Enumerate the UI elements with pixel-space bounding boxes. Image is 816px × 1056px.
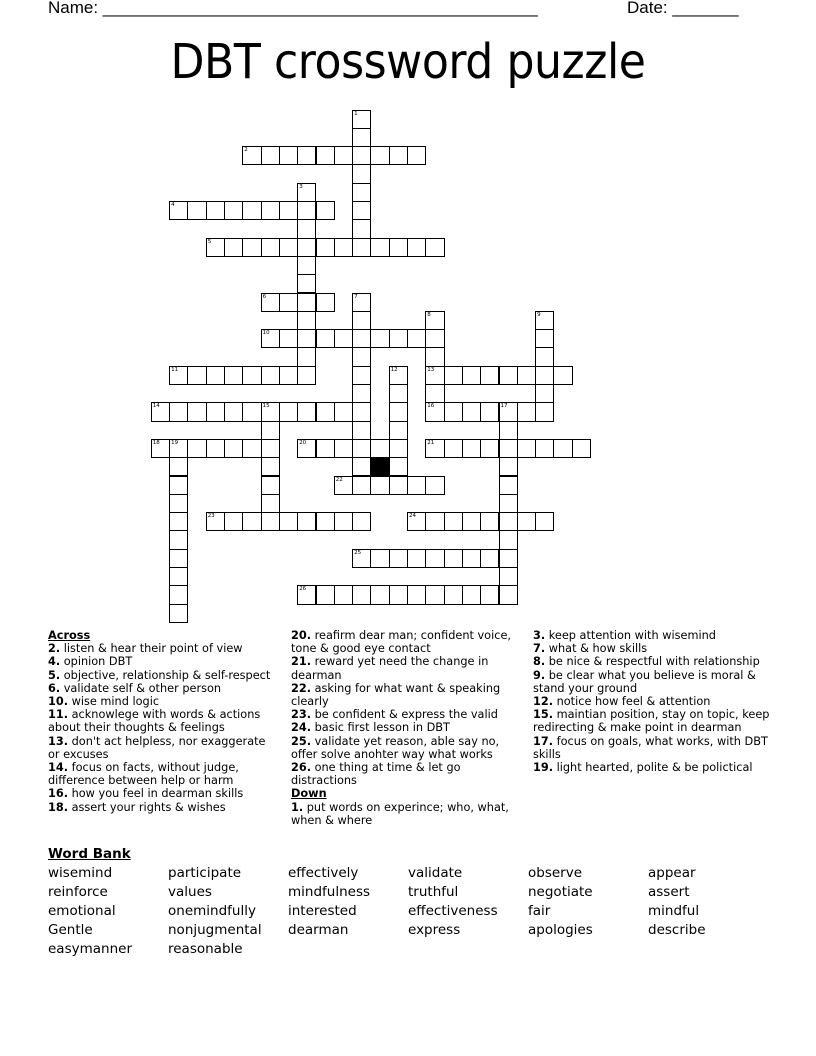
grid-cell[interactable] bbox=[316, 439, 335, 458]
grid-cell[interactable] bbox=[535, 311, 554, 330]
grid-cell[interactable] bbox=[407, 238, 426, 257]
grid-cell[interactable] bbox=[444, 366, 463, 385]
grid-cell[interactable] bbox=[352, 238, 371, 257]
grid-cell[interactable] bbox=[499, 421, 518, 440]
grid-cell[interactable] bbox=[169, 476, 188, 495]
grid-cell[interactable] bbox=[352, 110, 371, 129]
grid-cell[interactable] bbox=[352, 164, 371, 183]
grid-cell[interactable] bbox=[261, 421, 280, 440]
clue-across-26: 26. one thing at time & let go distractions bbox=[291, 761, 461, 788]
grid-cell[interactable] bbox=[462, 402, 481, 421]
grid-cell[interactable] bbox=[224, 512, 243, 531]
grid-cell[interactable] bbox=[169, 585, 188, 604]
word-bank-title: Word Bank bbox=[48, 846, 131, 862]
clue-number: 23 bbox=[207, 513, 215, 520]
grid-cell[interactable] bbox=[352, 457, 371, 476]
grid-cell[interactable] bbox=[499, 512, 518, 531]
clues-column-2 bbox=[291, 629, 521, 827]
grid-cell[interactable] bbox=[297, 439, 316, 458]
grid-cell[interactable] bbox=[261, 146, 280, 165]
grid-cell[interactable] bbox=[389, 366, 408, 385]
grid-cell[interactable] bbox=[572, 439, 591, 458]
grid-cell[interactable] bbox=[334, 476, 353, 495]
clues-column-3 bbox=[533, 629, 773, 774]
clue-across-18: 18. assert your rights & wishes bbox=[48, 800, 226, 814]
grid-cell[interactable] bbox=[297, 585, 316, 604]
grid-cell[interactable] bbox=[407, 329, 426, 348]
grid-cell[interactable] bbox=[169, 494, 188, 513]
clue-number: 4 bbox=[171, 202, 175, 208]
grid-cell[interactable] bbox=[352, 128, 371, 147]
grid-cell[interactable] bbox=[480, 512, 499, 531]
grid-cell[interactable] bbox=[444, 439, 463, 458]
grid-cell[interactable] bbox=[224, 439, 243, 458]
word-bank-item: appear bbox=[648, 865, 696, 881]
grid-cell[interactable] bbox=[334, 439, 353, 458]
grid-cell[interactable] bbox=[389, 421, 408, 440]
grid-cell[interactable] bbox=[297, 146, 316, 165]
grid-cell[interactable] bbox=[444, 585, 463, 604]
grid-cell[interactable] bbox=[261, 457, 280, 476]
clues-column-1 bbox=[48, 629, 278, 814]
grid-cell[interactable] bbox=[187, 366, 206, 385]
grid-cell[interactable] bbox=[297, 219, 316, 238]
date-field-label: Date: _______ bbox=[627, 0, 739, 17]
grid-cell[interactable] bbox=[261, 512, 280, 531]
clue-down-1: 1. put words on experince; who, what, when & where bbox=[291, 800, 509, 827]
grid-cell[interactable] bbox=[297, 366, 316, 385]
grid-cell[interactable] bbox=[499, 402, 518, 421]
clue-number: 17 bbox=[500, 403, 508, 410]
grid-cell[interactable] bbox=[169, 549, 188, 568]
grid-cell[interactable] bbox=[370, 549, 389, 568]
grid-cell[interactable] bbox=[425, 329, 444, 348]
grid-cell[interactable] bbox=[206, 512, 225, 531]
word-bank-item: onemindfully bbox=[168, 903, 256, 919]
grid-cell[interactable] bbox=[352, 329, 371, 348]
grid-cell[interactable] bbox=[352, 549, 371, 568]
clue-number: 25 bbox=[354, 549, 362, 556]
grid-cell[interactable] bbox=[407, 476, 426, 495]
grid-cell[interactable] bbox=[316, 512, 335, 531]
grid-cell[interactable] bbox=[169, 604, 188, 623]
grid-cell[interactable] bbox=[261, 201, 280, 220]
grid-cell[interactable] bbox=[499, 585, 518, 604]
word-bank-item: express bbox=[408, 922, 461, 938]
clue-number: 9 bbox=[537, 311, 541, 318]
word-bank-item: observe bbox=[528, 865, 583, 881]
grid-cell[interactable] bbox=[352, 421, 371, 440]
clue-down-19: 19. light hearted, polite & be polictical bbox=[533, 761, 753, 775]
grid-cell[interactable] bbox=[535, 329, 554, 348]
word-bank-item: easymanner bbox=[48, 941, 132, 957]
grid-cell[interactable] bbox=[352, 439, 371, 458]
clue-number: 21 bbox=[427, 439, 435, 446]
grid-cell[interactable] bbox=[480, 402, 499, 421]
grid-cell[interactable] bbox=[370, 238, 389, 257]
word-bank-item: wisemind bbox=[48, 865, 113, 881]
grid-cell[interactable] bbox=[334, 238, 353, 257]
grid-cell[interactable] bbox=[169, 439, 188, 458]
grid-cell[interactable] bbox=[535, 439, 554, 458]
across-heading: Across bbox=[48, 629, 91, 642]
grid-cell[interactable] bbox=[352, 476, 371, 495]
grid-cell[interactable] bbox=[352, 585, 371, 604]
grid-cell[interactable] bbox=[316, 238, 335, 257]
name-field-label: Name: ______________________________________________ bbox=[48, 0, 538, 17]
grid-cell[interactable] bbox=[316, 293, 335, 312]
grid-cell[interactable] bbox=[370, 146, 389, 165]
grid-cell[interactable] bbox=[261, 476, 280, 495]
grid-cell[interactable] bbox=[462, 549, 481, 568]
grid-cell[interactable] bbox=[389, 238, 408, 257]
grid-cell[interactable] bbox=[242, 439, 261, 458]
grid-cell[interactable] bbox=[425, 512, 444, 531]
grid-cell[interactable] bbox=[553, 439, 572, 458]
grid-cell[interactable] bbox=[297, 183, 316, 202]
grid-cell[interactable] bbox=[480, 549, 499, 568]
grid-cell[interactable] bbox=[316, 585, 335, 604]
grid-cell[interactable] bbox=[462, 512, 481, 531]
grid-cell[interactable] bbox=[206, 439, 225, 458]
grid-cell[interactable] bbox=[352, 512, 371, 531]
grid-cell[interactable] bbox=[279, 366, 298, 385]
grid-cell[interactable] bbox=[499, 476, 518, 495]
word-bank-item: mindful bbox=[648, 903, 700, 919]
grid-cell[interactable] bbox=[352, 402, 371, 421]
grid-cell[interactable] bbox=[279, 512, 298, 531]
grid-cell[interactable] bbox=[352, 183, 371, 202]
grid-cell[interactable] bbox=[352, 219, 371, 238]
grid-cell[interactable] bbox=[242, 146, 261, 165]
grid-cell[interactable] bbox=[334, 585, 353, 604]
word-bank-item: fair bbox=[528, 903, 551, 919]
grid-cell[interactable] bbox=[224, 201, 243, 220]
word-bank-item: truthful bbox=[408, 884, 459, 900]
grid-cell[interactable] bbox=[389, 439, 408, 458]
word-bank-item: apologies bbox=[528, 922, 593, 938]
grid-cell[interactable] bbox=[462, 585, 481, 604]
grid-cell[interactable] bbox=[316, 201, 335, 220]
grid-cell[interactable] bbox=[279, 402, 298, 421]
grid-cell[interactable] bbox=[535, 366, 554, 385]
word-bank-item: dearman bbox=[288, 922, 349, 938]
grid-cell[interactable] bbox=[499, 494, 518, 513]
grid-cell[interactable] bbox=[480, 366, 499, 385]
grid-cell[interactable] bbox=[389, 329, 408, 348]
grid-cell[interactable] bbox=[261, 366, 280, 385]
grid-cell[interactable] bbox=[389, 402, 408, 421]
word-bank-item: nonjugmental bbox=[168, 922, 262, 938]
clue-across-21: 21. reward yet need the change in dearman bbox=[291, 655, 489, 682]
clue-number: 1 bbox=[354, 110, 358, 117]
grid-cell[interactable] bbox=[297, 329, 316, 348]
grid-cell[interactable] bbox=[224, 366, 243, 385]
clue-number: 24 bbox=[409, 513, 416, 520]
grid-cell[interactable] bbox=[407, 146, 426, 165]
clue-across-22: 22. asking for what want & speaking clearly bbox=[291, 681, 501, 709]
grid-cell[interactable] bbox=[407, 585, 426, 604]
page-title: DBT crossword puzzle bbox=[170, 34, 646, 90]
grid-cell[interactable] bbox=[352, 366, 371, 385]
grid-cell[interactable] bbox=[169, 201, 188, 220]
word-bank-item: negotiate bbox=[528, 884, 593, 900]
grid-cell[interactable] bbox=[242, 201, 261, 220]
grid-cell[interactable] bbox=[334, 402, 353, 421]
grid-cell[interactable] bbox=[297, 512, 316, 531]
clue-across-13: 13. don't act helpless, nor exaggerate or excuses bbox=[48, 734, 266, 761]
grid-cell[interactable] bbox=[407, 549, 426, 568]
grid-cell[interactable] bbox=[297, 201, 316, 220]
clue-number: 12 bbox=[390, 366, 398, 373]
grid-cell[interactable] bbox=[444, 512, 463, 531]
grid-cell[interactable] bbox=[352, 146, 371, 165]
clue-across-25: 25. validate yet reason, able say no, offer solve anohter way what works bbox=[291, 734, 500, 761]
grid-cell[interactable] bbox=[499, 549, 518, 568]
word-bank-item: values bbox=[168, 884, 212, 900]
grid-cell[interactable] bbox=[480, 439, 499, 458]
grid-cell[interactable] bbox=[535, 402, 554, 421]
clue-across-14: 14. focus on facts, without judge, difference between help or harm bbox=[48, 761, 239, 788]
grid-cell[interactable] bbox=[462, 439, 481, 458]
grid-cell[interactable] bbox=[480, 585, 499, 604]
clue-down-15: 15. maintian position, stay on topic, keep redirecting & make point in dearman bbox=[533, 708, 770, 735]
grid-cell[interactable] bbox=[297, 256, 316, 275]
grid-cell[interactable] bbox=[169, 402, 188, 421]
grid-cell[interactable] bbox=[517, 402, 536, 421]
grid-cell[interactable] bbox=[206, 402, 225, 421]
clue-across-6: 6. validate self & other person bbox=[48, 681, 222, 695]
grid-cell[interactable] bbox=[297, 274, 316, 293]
clue-number: 22 bbox=[335, 476, 343, 483]
clue-down-12: 12. notice how feel & attention bbox=[533, 695, 711, 709]
grid-cell[interactable] bbox=[370, 439, 389, 458]
clue-across-4: 4. opinion DBT bbox=[48, 655, 133, 669]
clue-number: 6 bbox=[262, 293, 267, 300]
clue-number: 16 bbox=[427, 403, 435, 410]
grid-cell[interactable] bbox=[297, 293, 316, 312]
clue-number: 13 bbox=[427, 366, 435, 373]
grid-cell[interactable] bbox=[334, 146, 353, 165]
grid-cell[interactable] bbox=[169, 366, 188, 385]
clue-across-11: 11. acknowlege with words & actions about their thoughts & feelings bbox=[48, 708, 261, 735]
clue-down-3: 3. keep attention with wisemind bbox=[533, 629, 716, 642]
grid-cell[interactable] bbox=[352, 201, 371, 220]
grid-cell[interactable] bbox=[297, 347, 316, 366]
grid-cell[interactable] bbox=[261, 439, 280, 458]
grid-cell[interactable] bbox=[297, 311, 316, 330]
word-bank-item: reinforce bbox=[48, 884, 108, 900]
clue-number: 26 bbox=[299, 586, 307, 593]
grid-cell[interactable] bbox=[425, 476, 444, 495]
grid-cell[interactable] bbox=[279, 201, 298, 220]
grid-cell[interactable] bbox=[370, 329, 389, 348]
word-bank-item: Gentle bbox=[48, 922, 93, 938]
clue-across-24: 24. basic first lesson in DBT bbox=[291, 721, 450, 735]
word-bank-item: emotional bbox=[48, 903, 116, 919]
grid-cell[interactable] bbox=[169, 457, 188, 476]
clue-number: 11 bbox=[171, 366, 179, 373]
grid-cell[interactable] bbox=[242, 402, 261, 421]
grid-cell[interactable] bbox=[499, 530, 518, 549]
grid-cell[interactable] bbox=[370, 585, 389, 604]
grid-cell[interactable] bbox=[517, 366, 536, 385]
grid-cell[interactable] bbox=[389, 384, 408, 403]
grid-cell[interactable] bbox=[517, 439, 536, 458]
grid-cell[interactable] bbox=[425, 238, 444, 257]
clue-down-8: 8. be nice & respectful with relationship bbox=[533, 655, 760, 669]
grid-cell[interactable] bbox=[169, 530, 188, 549]
grid-cell[interactable] bbox=[499, 439, 518, 458]
grid-cell[interactable] bbox=[517, 512, 536, 531]
grid-cell[interactable] bbox=[499, 457, 518, 476]
grid-cell[interactable] bbox=[425, 549, 444, 568]
grid-cell[interactable] bbox=[316, 329, 335, 348]
word-bank-item: reasonable bbox=[168, 941, 243, 957]
grid-cell[interactable] bbox=[297, 402, 316, 421]
grid-cell[interactable] bbox=[444, 402, 463, 421]
word-bank-item: participate bbox=[168, 865, 242, 881]
clue-number: 10 bbox=[262, 330, 270, 337]
clue-number: 3 bbox=[299, 183, 303, 190]
grid-cell[interactable] bbox=[169, 567, 188, 586]
grid-cell[interactable] bbox=[425, 402, 444, 421]
black-cell bbox=[370, 457, 389, 476]
grid-cell[interactable] bbox=[389, 549, 408, 568]
grid-cell[interactable] bbox=[242, 238, 261, 257]
grid-cell[interactable] bbox=[389, 585, 408, 604]
grid-cell[interactable] bbox=[224, 402, 243, 421]
clue-number: 20 bbox=[299, 439, 307, 446]
grid-cell[interactable] bbox=[334, 512, 353, 531]
clue-across-20: 20. reafirm dear man; confident voice, tone & good eye contact bbox=[291, 629, 511, 656]
word-bank-item: describe bbox=[648, 922, 706, 938]
word-bank-item: interested bbox=[288, 903, 357, 919]
grid-cell[interactable] bbox=[261, 494, 280, 513]
grid-cell[interactable] bbox=[151, 439, 170, 458]
word-bank-item: effectively bbox=[288, 865, 359, 881]
grid-cell[interactable] bbox=[425, 311, 444, 330]
grid-cell[interactable] bbox=[169, 512, 188, 531]
clue-down-17: 17. focus on goals, what works, with DBT skills bbox=[533, 734, 768, 761]
grid-cell[interactable] bbox=[242, 366, 261, 385]
grid-cell[interactable] bbox=[535, 384, 554, 403]
clue-number: 2 bbox=[244, 147, 248, 154]
grid-cell[interactable] bbox=[279, 329, 298, 348]
word-bank-item: effectiveness bbox=[408, 903, 498, 919]
grid-cell[interactable] bbox=[352, 347, 371, 366]
grid-cell[interactable] bbox=[206, 201, 225, 220]
grid-cell[interactable] bbox=[389, 457, 408, 476]
word-bank-list bbox=[48, 864, 768, 959]
word-bank-item: assert bbox=[648, 884, 690, 900]
grid-cell[interactable] bbox=[279, 238, 298, 257]
grid-cell[interactable] bbox=[352, 293, 371, 312]
grid-cell[interactable] bbox=[553, 366, 572, 385]
grid-cell[interactable] bbox=[206, 366, 225, 385]
clue-across-16: 16. how you feel in dearman skills bbox=[48, 787, 244, 801]
grid-cell[interactable] bbox=[261, 293, 280, 312]
grid-cell[interactable] bbox=[499, 366, 518, 385]
grid-cell[interactable] bbox=[370, 476, 389, 495]
grid-cell[interactable] bbox=[535, 512, 554, 531]
grid-cell[interactable] bbox=[279, 293, 298, 312]
clue-number: 19 bbox=[171, 439, 179, 446]
grid-cell[interactable] bbox=[352, 311, 371, 330]
grid-cell[interactable] bbox=[242, 512, 261, 531]
clue-number: 7 bbox=[354, 293, 358, 300]
grid-cell[interactable] bbox=[462, 366, 481, 385]
grid-cell[interactable] bbox=[535, 347, 554, 366]
grid-cell[interactable] bbox=[499, 567, 518, 586]
grid-cell[interactable] bbox=[297, 238, 316, 257]
clue-number: 8 bbox=[427, 311, 431, 318]
grid-cell[interactable] bbox=[425, 347, 444, 366]
down-heading: Down bbox=[291, 787, 327, 801]
grid-cell[interactable] bbox=[425, 585, 444, 604]
grid-cell[interactable] bbox=[261, 329, 280, 348]
grid-cell[interactable] bbox=[187, 402, 206, 421]
grid-cell[interactable] bbox=[425, 366, 444, 385]
clue-number: 18 bbox=[152, 439, 160, 446]
grid-cell[interactable] bbox=[425, 439, 444, 458]
grid-cell[interactable] bbox=[352, 384, 371, 403]
grid-cell[interactable] bbox=[151, 402, 170, 421]
grid-cell[interactable] bbox=[206, 238, 225, 257]
grid-cell[interactable] bbox=[316, 146, 335, 165]
grid-cell[interactable] bbox=[407, 512, 426, 531]
clue-across-23: 23. be confident & express the valid bbox=[291, 708, 498, 722]
grid-cell[interactable] bbox=[444, 549, 463, 568]
grid-cell[interactable] bbox=[279, 146, 298, 165]
grid-cell[interactable] bbox=[187, 201, 206, 220]
grid-cell[interactable] bbox=[261, 238, 280, 257]
grid-cell[interactable] bbox=[389, 146, 408, 165]
grid-cell[interactable] bbox=[187, 439, 206, 458]
grid-cell[interactable] bbox=[334, 329, 353, 348]
grid-cell[interactable] bbox=[224, 238, 243, 257]
clue-down-9: 9. be clear what you believe is moral & stand your ground bbox=[533, 668, 756, 695]
grid-cell[interactable] bbox=[389, 476, 408, 495]
grid-cell[interactable] bbox=[425, 384, 444, 403]
word-bank-item: mindfulness bbox=[288, 884, 371, 900]
word-bank-item: validate bbox=[408, 865, 463, 881]
clue-down-7: 7. what & how skills bbox=[533, 642, 648, 656]
clue-number: 5 bbox=[207, 238, 212, 245]
clue-across-2: 2. listen & hear their point of view bbox=[48, 642, 243, 656]
word-bank bbox=[48, 845, 768, 959]
grid-cell[interactable] bbox=[316, 402, 335, 421]
grid-cell[interactable] bbox=[261, 402, 280, 421]
clue-across-5: 5. objective, relationship & self-respect bbox=[48, 668, 271, 682]
clue-number: 15 bbox=[262, 403, 270, 410]
clue-across-10: 10. wise mind logic bbox=[48, 695, 160, 709]
clue-number: 14 bbox=[152, 403, 160, 410]
